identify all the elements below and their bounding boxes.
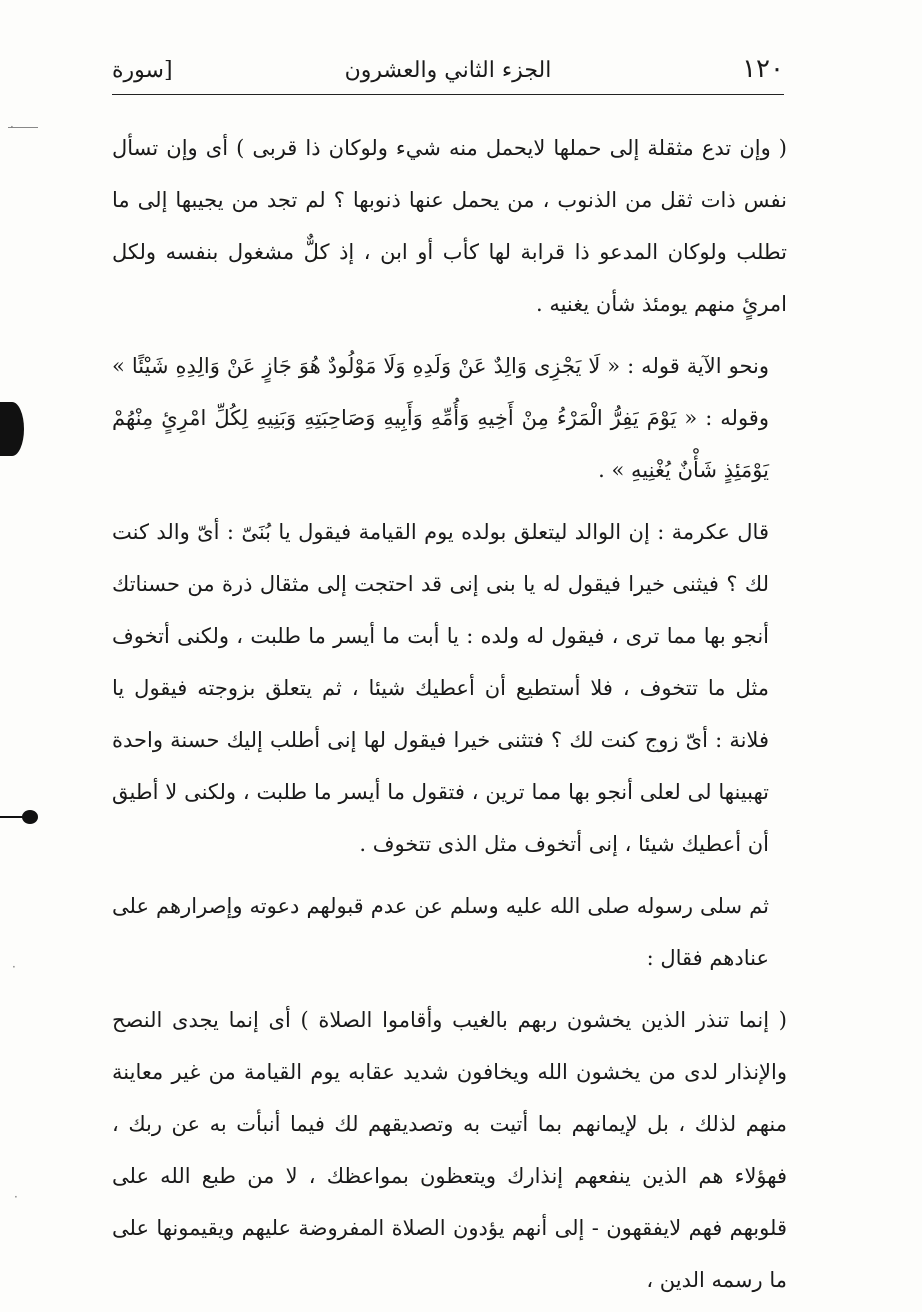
page-body [112,122,787,1306]
paragraph-verse-commentary: ( وإن تدع مثقلة إلى حملها لايحمل منه شيء ولوكان ذا قربى ) أى وإن تسأل نفس ذات ثقل من الذنوب ، من يحمل عنها ذنوبها ؟ لم تجد من يجيبها إلى ما تطلب ولوكان المدعو ذا قرابة لها كأب أو ابن ، إذ كلٌّ مشغول بنفسه ولكل امرئٍ منهم يومئذ شأن يغنيه . [112,136,787,316]
scan-blot [0,402,24,456]
page-number: ١٢٠ [742,54,784,84]
header-divider [112,94,784,95]
paragraph-ikrimah-narration: قال عكرمة : إن الوالد ليتعلق بولده يوم القيامة فيقول يا بُنَىّ : أىّ والد كنت لك ؟ فيثنى خيرا فيقول له يا بنى إنى قد احتجت إلى مثقال ذرة من حسناتك أنجو بها مما ترى ، فيقول له ولده : يا أبت ما أيسر ما طلبت ، ولكنى أتخوف مثل ما تتخوف ، فلا أستطيع أن أعطيك شيئا ، ثم يتعلق بزوجته فيقول يا فلانة : أىّ زوج كنت لك ؟ فتثنى خيرا فيقول لها إنى أطلب إليك حسنة واحدة تهبينها لى لعلى أنجو بها مما ترين ، فتقول ما أيسر ما طلبت ، ولكنى لا أطيق أن أعطيك شيئا ، إنى أتخوف مثل الذى تتخوف . [112,520,769,856]
page-header [112,52,784,92]
margin-speck: · [14,1190,18,1204]
paragraph-consolation: ثم سلى رسوله صلى الله عليه وسلم عن عدم قبولهم دعوته وإصرارهم على عنادهم فقال : [112,894,769,970]
paragraph-warning-commentary: ( إنما تنذر الذين يخشون ربهم بالغيب وأقاموا الصلاة ) أى إنما يجدى النصح والإنذار لدى من يخشون الله ويخافون شديد عقابه يوم القيامة من غير معاينة منهم لذلك ، بل لإيمانهم بما أتيت به وتصديقهم لك فيما أنبأت به عن ربك ، فهؤلاء هم الذين ينفعهم إنذارك ويتعظون بمواعظك ، لا من طبع الله على قلوبهم فهم لايفقهون - إلى أنهم يؤدون الصلاة المفروضة عليهم ويقيمونها على ما رسمه الدين ، [112,1008,787,1292]
scan-line [0,816,24,818]
margin-speck: · [10,120,14,134]
scan-blot [22,810,38,824]
margin-speck: · [12,960,16,974]
surah-label: [سورة [112,58,173,83]
running-title: الجزء الثاني والعشرون [344,58,552,83]
paragraph-related-verses: ونحو الآية قوله : « لَا يَجْزِى وَالِدٌ عَنْ وَلَدِهِ وَلَا مَوْلُودٌ هُوَ جَازٍ عَنْ وَالِدِهِ شَيْئًا » وقوله : « يَوْمَ يَفِرُّ الْمَرْءُ مِنْ أَخِيهِ وَأُمِّهِ وَأَبِيهِ وَصَاحِبَتِهِ وَبَنِيهِ لِكُلِّ امْرِئٍ مِنْهُمْ يَوْمَئِذٍ شَأْنٌ يُغْنِيهِ » . [112,354,769,482]
